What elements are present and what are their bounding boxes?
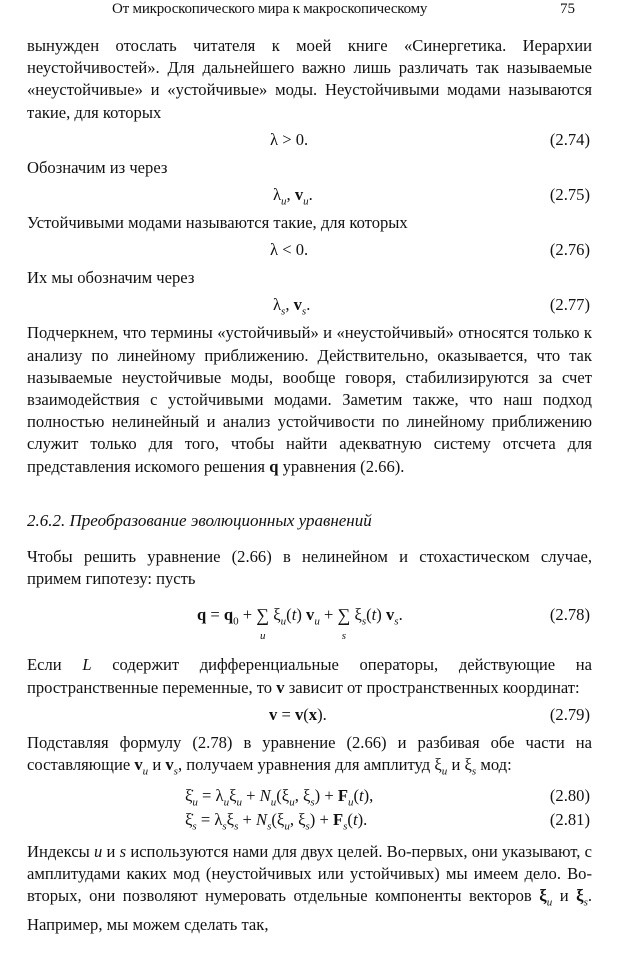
equation-2-76 [27, 239, 592, 261]
equation-2-79-number: (2.79) [549, 704, 590, 724]
equation-2-80-number: (2.80) [549, 785, 590, 805]
equation-2-79-math: v = v(x). [269, 704, 327, 724]
equation-2-78 [27, 598, 592, 644]
equation-2-81-number: (2.81) [549, 809, 590, 829]
q-symbol: q [269, 456, 279, 476]
equation-2-81-math: $\xi̇_s = \lambda_s\xi_s + N_s(\xi_u$, $\xi_s) + F_s(t)$. [185, 809, 368, 832]
page-number: 75 [560, 1, 575, 17]
equation-2-79 [27, 704, 592, 726]
equation-2-76-math: λ < 0. [270, 240, 309, 260]
paragraph-2: Обозначим из через [27, 157, 168, 177]
equation-2-77-math: $\lambda_s$, $v_s$. [273, 295, 311, 318]
text-body [27, 35, 592, 936]
section-heading: 2.6.2. Преобразование эволюционных уравнений [27, 510, 372, 530]
equation-2-78-math: $q = q_0$ + ∑ u $\xi_u(t) v_u$ + ∑ s $\xi_s(t)$ $v_s$. [197, 605, 403, 643]
equation-2-75-math: $\lambda_u$, $v_u$. [273, 185, 313, 208]
paragraph-6: Чтобы решить уравнение (2.66) в нелинейном и стохастическом случае, примем гипотезу: пусть [27, 547, 592, 589]
equation-2-80 [27, 785, 592, 807]
running-header [0, 0, 620, 22]
paragraph-4: Их мы обозначим через [27, 268, 195, 288]
equation-2-74-math: λ > 0. [270, 129, 309, 149]
equation-2-76-number: (2.76) [549, 240, 590, 260]
equation-2-81 [27, 809, 592, 831]
paragraph-1: вынужден отослать читателя к моей книге «Синергетика. Иерархии неустойчивостей». Для дальнейшего важно лишь различать так называемые «неустойчивые» и «устойчивые» моды. Неустойчивыми модами называются такие, для которых [27, 36, 592, 122]
equation-2-78-number: (2.78) [549, 605, 590, 625]
equation-2-80-math: $\xi̇_u = \lambda_u\xi_u + N_u(\xi_u$, $\xi_s) + F_u(t)$, [185, 785, 374, 808]
equation-2-74-number: (2.74) [549, 129, 590, 149]
paragraph-9: Индексы u и s используются нами для двух целей. Во-первых, они указывают, с амплитудами каких мод (неустойчивых или устойчивых) мы имеем дело. Во-вторых, они позволяют нумеровать отдельные компоненты векторов $\xi_u$ и $\xi_s$. Например, мы можем сделать так, [27, 841, 593, 934]
running-title: От микроскопического мира к макроскопическому [112, 1, 428, 17]
paragraph-3: Устойчивыми модами называются такие, для которых [27, 213, 408, 233]
equation-2-74 [27, 129, 592, 151]
paragraph-8: Подставляя формулу (2.78) в уравнение (2.66) и разбивая обе части на составляющие $v_u$ и $v_s$, получаем уравнения для амплитуд $\xi_u$ и $\xi_s$ мод: [27, 732, 592, 778]
equation-2-75 [27, 184, 592, 206]
paragraph-7: Если L содержит дифференциальные операторы, действующие на пространственные переменные, то v зависит от пространственных координат: [27, 655, 592, 697]
equation-2-77 [27, 294, 592, 316]
equation-2-75-number: (2.75) [549, 185, 590, 205]
paragraph-5: Подчеркнем, что термины «устойчивый» и «неустойчивый» относятся только к анализу по линейному приближению. Действительно, оказывается, что так называемые неустойчивые моды, вообще говоря, стабилизируются за счет взаимодействия с устойчивыми модами. Заметим также, что наш подход полностью нелинейный и анализ устойчивости по линейному приближению служит только для того, чтобы найти адекватную систему отсчета для представления искомого решения q уравнения (2.66). [27, 323, 592, 476]
equation-2-77-number: (2.77) [549, 295, 590, 315]
